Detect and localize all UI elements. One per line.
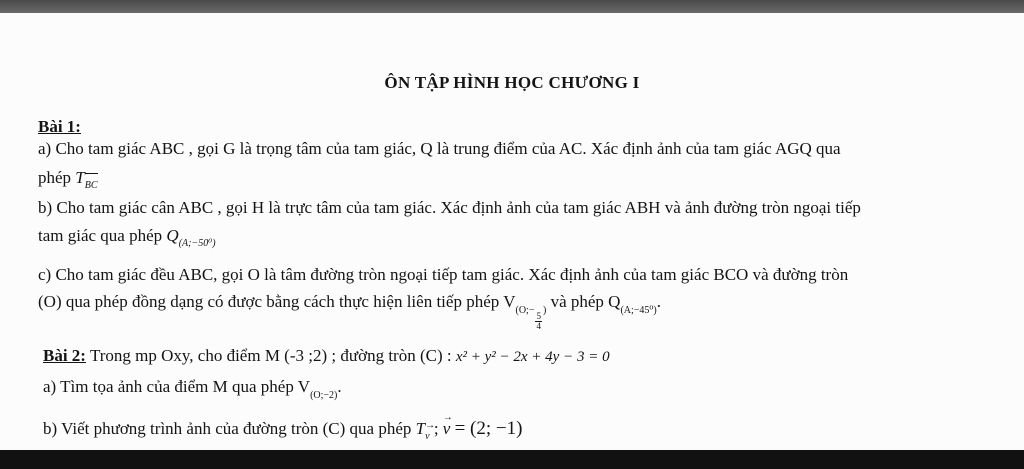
bai2-b-vector-value: = (2; −1) [454, 418, 523, 439]
window-top-bar [0, 0, 1024, 13]
fraction-numerator: 5 [536, 311, 541, 321]
bai1-a-op: T [75, 168, 85, 187]
bai1-a-line2 [38, 168, 98, 196]
bai1-c-op1: V [503, 292, 516, 311]
bai2-a-end: . [337, 377, 342, 396]
bai2-b-line [43, 412, 523, 447]
bai2-b-vecname: v [442, 419, 451, 438]
bai1-c-sub1: (O;− 5 4 ) [515, 305, 547, 331]
bai1-c-cont: (O) qua phép đồng dạng có được bằng cách thực hiện liên tiếp phép [38, 292, 500, 311]
bai2-b-sub-vector [425, 420, 436, 447]
bai1-c-and: và phép [550, 292, 604, 311]
bai1-b-line1: b) Cho tam giác cân ABC , gọi H là trực tâm của tam giác. Xác định ảnh của tam giác ABH và ảnh đường tròn ngoại tiếp [38, 198, 861, 217]
bai2-line1 [43, 346, 610, 367]
bai1-a-line1: a) Cho tam giác ABC , gọi G là trọng tâm của tam giác, Q là trung điểm của AC. Xác định ảnh của tam giác AGQ qua [38, 139, 841, 158]
bai2-b-text: b) Viết phương trình ảnh của đường tròn (C) qua phép [43, 419, 412, 438]
bai1-c-end: . [656, 292, 661, 311]
bai1-a-cont: phép [38, 168, 72, 187]
bai2-intro: Trong mp Oxy, cho điểm M (-3 ;2) ; đường tròn (C) : [89, 346, 452, 365]
bai2-b-vector [442, 412, 453, 439]
page-title: ÔN TẬP HÌNH HỌC CHƯƠNG I [384, 73, 640, 92]
bai1-c-fraction [535, 312, 542, 331]
fraction-denominator: 4 [536, 321, 541, 331]
bai2-a-line [43, 377, 342, 406]
bai1-a-vector: BC [85, 176, 98, 196]
bai2-b-sub-vecname: v [425, 431, 430, 442]
bai2-a-sub: (O;−2) [310, 390, 338, 401]
bai1-b-sub: (A;−50⁰) [178, 238, 216, 249]
bai1-c-sub2: (A;−45⁰) [620, 305, 657, 316]
bai2-b-op: T [415, 419, 426, 438]
bai1-b-line2 [38, 226, 216, 254]
circle-equation: x² + y² − 2x + 4y − 3 = 0 [455, 349, 610, 365]
bai2-b-sep: ; [433, 419, 439, 438]
vector-arrow-icon: → [425, 420, 436, 431]
bai1-b-op: Q [166, 226, 179, 245]
bai1-heading: Bài 1: [38, 117, 81, 136]
bai2-a-text: a) Tìm tọa ảnh của điểm M qua phép [43, 377, 294, 396]
bai1-b-cont: tam giác qua phép [38, 226, 163, 245]
bai1-c-line2 [38, 292, 661, 331]
bai2-heading: Bài 2: [43, 346, 86, 365]
bai1-c-sub1-pre: O;− [518, 305, 535, 316]
bai1-c-op2: Q [608, 292, 621, 311]
bai1-c-line1: c) Cho tam giác đều ABC, gọi O là tâm đường tròn ngoại tiếp tam giác. Xác định ảnh của tam giác BCO và đường tròn [38, 265, 849, 284]
vector-arrow-icon: → [442, 412, 453, 423]
bai2-a-op: V [297, 377, 311, 396]
window-bottom-bar [0, 450, 1024, 469]
